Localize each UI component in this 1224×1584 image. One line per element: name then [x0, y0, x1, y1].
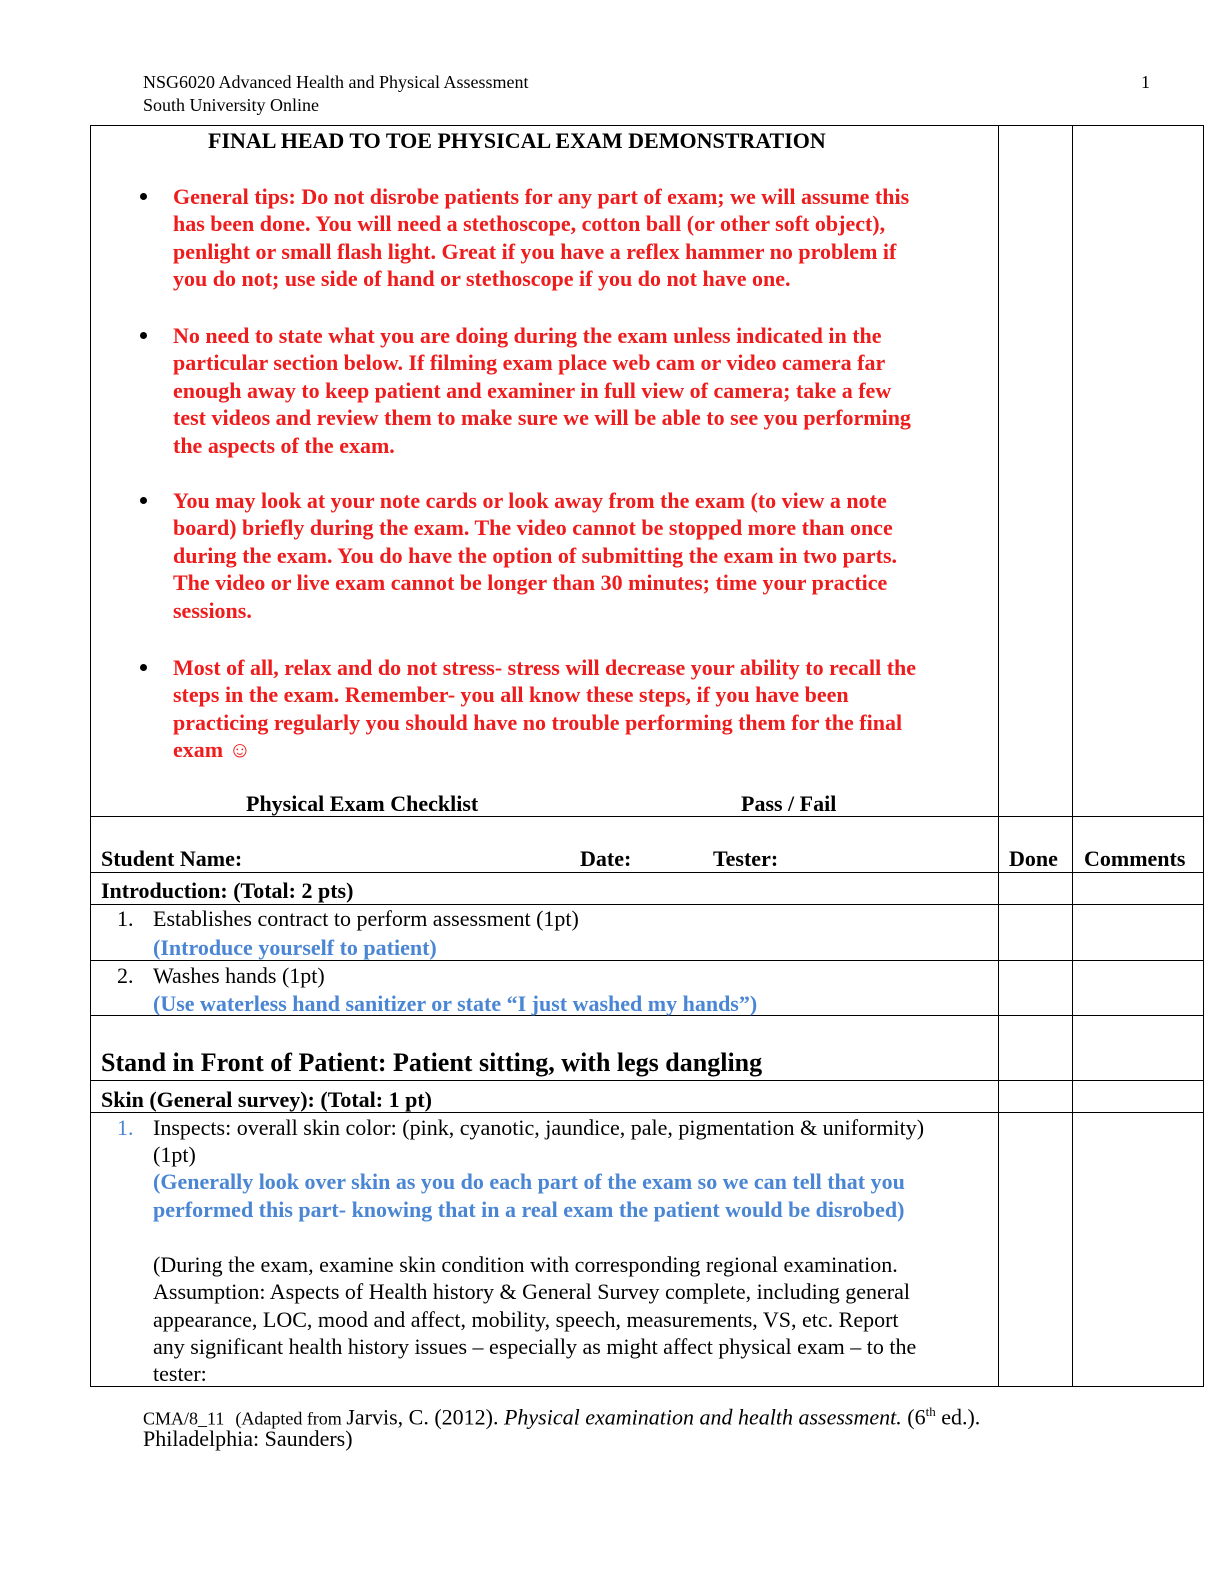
tip-line: The video or live exam cannot be longer than 30 minutes; time your practice [173, 570, 888, 596]
tip-line: sessions. [173, 597, 252, 623]
bullet-icon [140, 664, 147, 671]
item-number: 1. [117, 906, 134, 931]
tip-line: steps in the exam. Remember- you all know these steps, if you have been [173, 682, 849, 708]
footer-adapted: (Adapted from [235, 1408, 347, 1429]
tip-line: penlight or small flash light. Great if you have a reflex hammer no problem if [173, 238, 897, 264]
item-hint: performed this part- knowing that in a real exam the patient would be disrobed) [153, 1197, 905, 1222]
skin-heading: Skin (General survey): (Total: 1 pt) [101, 1087, 433, 1112]
tip-line: during the exam. You do have the option of submitting the exam in two parts. [173, 542, 898, 568]
footer-publisher: Philadelphia: Saunders) [143, 1426, 353, 1451]
done-column-header: Done [1009, 846, 1058, 871]
item-hint: (Introduce yourself to patient) [153, 935, 437, 960]
date-label: Date: [580, 846, 632, 871]
student-name-label: Student Name: [101, 846, 243, 871]
item-number: 2. [117, 963, 134, 988]
item-note: appearance, LOC, mood and affect, mobility, speech, measurements, VS, etc. Report [153, 1306, 899, 1332]
tip-line: No need to state what you are doing during the exam unless indicated in the [173, 323, 882, 348]
tip-line: You may look at your note cards or look away from the exam (to view a note [173, 488, 887, 513]
footer-book: Physical examination and health assessment. [503, 1404, 902, 1430]
tester-label: Tester: [713, 846, 779, 871]
tip-line: the aspects of the exam. [173, 432, 395, 458]
footer-ref: Jarvis, C. (2012). [346, 1404, 504, 1430]
item-note: Assumption: Aspects of Health history & General Survey complete, including general [153, 1279, 911, 1305]
item-text: Washes hands (1pt) [153, 963, 325, 988]
item-text: Inspects: overall skin color: (pink, cyanotic, jaundice, pale, pigmentation & uniformity) [153, 1115, 925, 1140]
bullet-icon [140, 332, 147, 339]
introduction-heading: Introduction: (Total: 2 pts) [101, 878, 354, 903]
tip-line: you do not; use side of hand or stethoscope if you do not have one. [173, 266, 791, 292]
tip-line: enough away to keep patient and examiner in full view of camera; take a few [173, 377, 892, 403]
item-text: Establishes contract to perform assessment (1pt) [153, 906, 579, 931]
footer-code: CMA/8_11 [143, 1408, 225, 1429]
tip-line: Most of all, relax and do not stress- stress will decrease your ability to recall the [173, 655, 917, 680]
pass-fail-label: Pass / Fail [741, 791, 837, 816]
item-note: tester: [153, 1361, 207, 1387]
page-number: 1 [1141, 72, 1150, 92]
item-note: any significant health history issues – especially as might affect physical exam – to the [153, 1333, 917, 1359]
comments-column-header: Comments [1084, 846, 1186, 871]
tip-line: exam ☺ [173, 737, 252, 763]
section-heading: Stand in Front of Patient: Patient sitting, with legs dangling [101, 1048, 763, 1077]
checklist-label: Physical Exam Checklist [246, 791, 479, 816]
item-number: 1. [117, 1115, 134, 1140]
tip-line: particular section below. If filming exam place web cam or video camera far [173, 350, 886, 376]
item-note: (During the exam, examine skin condition with corresponding regional examination. [153, 1252, 898, 1277]
tip-line: board) briefly during the exam. The video cannot be stopped more than once [173, 515, 893, 541]
tip-line: practicing regularly you should have no trouble performing them for the final [173, 709, 903, 735]
tip-line: test videos and review them to make sure we will be able to see you performing [173, 405, 911, 431]
footer-edition-end: ed.). [935, 1404, 981, 1430]
bullet-icon [140, 193, 147, 200]
tip-line: has been done. You will need a stethoscope, cotton ball (or other soft object), [173, 211, 886, 237]
footer-sup: th [925, 1404, 936, 1419]
course-title: NSG6020 Advanced Health and Physical Assessment [143, 72, 529, 92]
item-text: (1pt) [153, 1142, 196, 1167]
school-name: South University Online [143, 95, 319, 115]
item-hint: (Generally look over skin as you do each part of the exam so we can tell that you [153, 1169, 905, 1194]
footer-edition: (6 [901, 1404, 926, 1430]
document-title: FINAL HEAD TO TOE PHYSICAL EXAM DEMONSTRATION [208, 128, 826, 153]
item-hint: (Use waterless hand sanitizer or state “I just washed my hands”) [153, 991, 758, 1016]
bullet-icon [140, 497, 147, 504]
tip-line: General tips: Do not disrobe patients for any part of exam; we will assume this [173, 184, 910, 209]
